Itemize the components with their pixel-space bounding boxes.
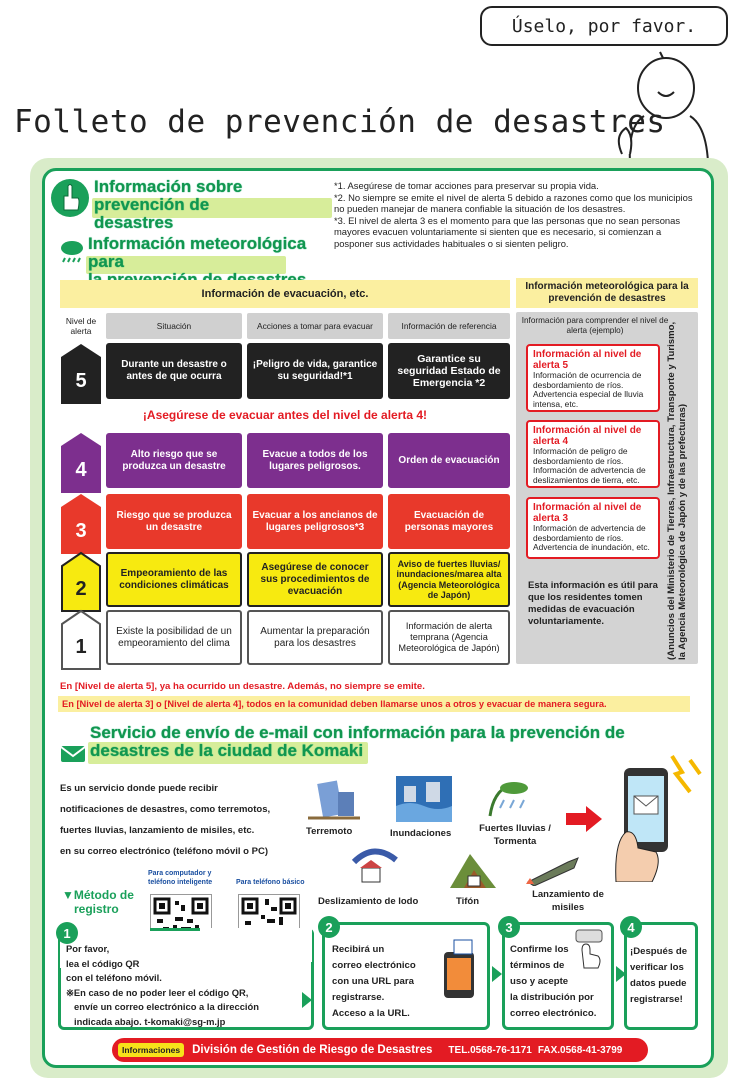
step2-line5: Acceso a la URL.	[332, 1008, 410, 1019]
typhoon-icon	[446, 848, 500, 890]
step2-phone-icon	[440, 938, 480, 1000]
level2-badge	[60, 551, 102, 613]
step1-line1: Por favor,	[66, 943, 110, 954]
level3-situation: Riesgo que se produzca un desastre	[106, 494, 242, 549]
step1-line2: lea el código QR	[66, 957, 140, 969]
section1-title	[94, 178, 334, 232]
step1-arrow	[300, 992, 314, 1008]
service-desc-line2: notificaciones de desastres, como terremotos,	[60, 804, 271, 815]
level4-badge	[60, 432, 102, 494]
step4-number: 4	[620, 916, 642, 938]
step3-line5: correo electrónico.	[510, 1008, 597, 1019]
step1-line5: envíe un correo electrónico a la dirección	[74, 1001, 259, 1012]
step2-line1: Recibirá un	[332, 944, 385, 955]
step1-text	[66, 942, 312, 1029]
step1-line6: indicada abajo. t-komaki@sg-m.jp	[74, 1015, 226, 1027]
meteo-box-level5-body: Información de ocurrencia de desbordamiento de ríos. Advertencia especial de lluvia intensa, etc.	[533, 370, 644, 409]
level5-reference: Garantice su seguridad Estado de Emergencia *2	[388, 343, 510, 399]
label-quake: Terremoto	[306, 826, 353, 837]
label-landslide: Deslizamiento de lodo	[318, 896, 419, 907]
meteo-subtitle: Información para comprender el nivel de alerta (ejemplo)	[521, 316, 669, 335]
service-desc-line4: en su correo electrónico (teléfono móvil o PC)	[60, 846, 268, 857]
step3-line1: Confirme los	[510, 944, 569, 955]
footer-tel[interactable]: TEL.0568-76-1171	[448, 1044, 532, 1056]
label-flood: Inundaciones	[390, 828, 452, 839]
col-level: Nivel de alerta	[60, 313, 102, 339]
meteo-box-level3-body: Información de advertencia de desbordamiento de ríos. Advertencia de inundación, etc.	[533, 523, 650, 553]
step1-line4: ※En caso de no poder leer el código QR,	[66, 986, 249, 998]
step2-number: 2	[318, 916, 340, 938]
phone-alert-icon	[612, 752, 704, 882]
mail-icon	[60, 744, 86, 764]
hand-tap-icon	[572, 928, 606, 970]
arrow-right-icon	[566, 806, 602, 832]
level4-number: 4	[75, 459, 87, 481]
step4-line3: datos puede	[630, 978, 687, 989]
meteo-vertical-text: (Anuncios del Ministerio de Tierras, Infraestructura, Transporte y Turismo, la Agencia Meteorológica de Japón y de las prefecturas)	[666, 321, 688, 660]
level34-note: En [Nivel de alerta 3] o [Nivel de alerta 4], todos en la comunidad deben llamarse unos a otros y evacuar de manera segura.	[58, 696, 690, 712]
level4-reference: Orden de evacuación	[388, 433, 510, 488]
level1-action: Aumentar la preparación para los desastres	[247, 610, 383, 665]
meteo-box-level4	[526, 420, 660, 488]
step2-line4: registrarse.	[332, 992, 385, 1003]
footer-bar	[112, 1038, 648, 1062]
section1-title-line1: Información sobre prevención de	[94, 177, 243, 214]
section3-title-line1: Servicio de envío de e-mail con información para la prevención de	[90, 723, 625, 742]
evacuate-before-banner: ¡Asegúrese de evacuar antes del nivel de alerta 4!	[142, 408, 428, 422]
method-title-line2: registro	[74, 902, 119, 916]
level5-note: En [Nivel de alerta 5], ya ha ocurrido un desastre. Además, no siempre se emite.	[60, 681, 425, 692]
meteo-box-level3-title: Información al nivel de alerta 3	[533, 502, 642, 524]
meteo-box-level3	[526, 497, 660, 559]
evacuation-header: Información de evacuación, etc.	[60, 280, 510, 308]
step2-line3: con una URL para	[332, 976, 414, 987]
step1-number: 1	[56, 922, 78, 944]
service-desc-line1: Es un servicio donde puede recibir	[60, 783, 218, 794]
hand-icon	[50, 176, 90, 220]
landslide-icon	[348, 842, 402, 888]
level5-situation: Durante un desastre o antes de que ocurra	[106, 343, 242, 399]
flood-icon	[396, 776, 452, 822]
step4-text	[630, 944, 696, 1008]
level1-situation: Existe la posibilidad de un empeoramiento del clima	[106, 610, 242, 665]
step3-number: 3	[498, 916, 520, 938]
step2-line2: correo electrónico	[332, 960, 416, 971]
level1-badge	[60, 609, 102, 671]
meteo-box-level5	[526, 344, 660, 412]
meteo-vertical-wrap	[666, 320, 696, 660]
level5-action: ¡Peligro de vida, garantice su seguridad!*1	[247, 343, 383, 399]
level1-number: 1	[75, 636, 87, 658]
note-2: *2. No siempre se emite el nivel de alerta 5 debido a razones como que los municipios no pueden manejar de manera confiable la situación de los desastres.	[334, 191, 693, 215]
method-title	[62, 888, 152, 916]
step2-text	[332, 942, 442, 1022]
level2-number: 2	[75, 578, 87, 600]
level4-situation: Alto riesgo que se produzca un desastre	[106, 433, 242, 488]
level2-reference: Aviso de fuertes lluvias/ inundaciones/marea alta (Agencia Meteorológica de Japón)	[388, 552, 510, 607]
label-storm: Fuertes lluvias / Tormenta	[479, 823, 551, 847]
level2-action: Asegúrese de conocer sus procedimientos de evacuación	[247, 552, 383, 607]
section3-title-line2: desastres de la ciudad de Komaki	[90, 741, 364, 760]
meteo-box-level4-title: Información al nivel de alerta 4	[533, 425, 642, 447]
qr-pc-label: Para computador y teléfono inteligente	[148, 870, 213, 886]
bubble-text: Úselo, por favor.	[511, 15, 697, 37]
step1-line3: con el teléfono móvil.	[66, 972, 162, 983]
note-1: *1. Asegúrese de tomar acciones para preservar su propia vida.	[334, 180, 599, 191]
step3-line2: términos de	[510, 960, 565, 971]
step4-line2: verificar los	[630, 962, 684, 973]
step3-line3: uso y acepte	[510, 976, 569, 987]
earthquake-icon	[306, 774, 362, 822]
service-desc-line3: fuertes lluvias, lanzamiento de misiles, etc.	[60, 825, 255, 836]
step4-line4: registrarse!	[630, 994, 683, 1005]
service-description	[60, 778, 300, 862]
level3-number: 3	[75, 520, 87, 542]
section2-title-line1: Información meteorológica para	[88, 234, 307, 271]
meteo-box-level4-body: Información de peligro de desbordamiento de ríos. Información de advertencia de deslizamientos de tierra, etc.	[533, 446, 646, 485]
footer-tag: Informaciones	[118, 1043, 184, 1057]
note-3: *3. El nivel de alerta 3 es el momento para que las personas que no sean personas mayores evacuen voluntariamente si sienten que es necesario, si comienzan a posponer sus actividades habituales o si sienten peligro.	[334, 214, 681, 249]
section3-title	[90, 724, 650, 760]
method-title-line1: ▼Método de	[62, 888, 134, 902]
level5-number: 5	[75, 370, 87, 392]
level1-reference: Información de alerta temprana (Agencia Meteorológica de Japón)	[388, 610, 510, 665]
level3-badge	[60, 493, 102, 555]
level3-reference: Evacuación de personas mayores	[388, 494, 510, 549]
col-reference: Información de referencia	[388, 313, 510, 339]
step3-line4: la distribución por	[510, 992, 594, 1003]
section1-title-line2: desastres	[94, 213, 174, 232]
level5-badge	[60, 343, 102, 405]
level3-action: Evacuar a los ancianos de lugares peligrosos*3	[247, 494, 383, 549]
missile-icon	[524, 854, 588, 886]
meteo-header: Información meteorológica para la prevención de desastres	[516, 278, 698, 308]
col-actions: Acciones a tomar para evacuar	[247, 313, 383, 339]
footer-fax: FAX.0568-41-3799	[537, 1044, 623, 1056]
label-typhoon: Tifón	[456, 896, 480, 907]
meteo-box-level5-title: Información al nivel de alerta 5	[533, 349, 642, 371]
page-title: Folleto de prevención de desastres	[14, 104, 666, 140]
qr-basic-label: Para teléfono básico	[236, 879, 305, 886]
step4-line1: ¡Después de	[630, 946, 688, 957]
col-situation: Situación	[106, 313, 242, 339]
level2-situation: Empeoramiento de las condiciones climáticas	[106, 552, 242, 607]
level4-action: Evacue a todos de los lugares peligrosos.	[247, 433, 383, 488]
label-missile: Lanzamiento de misiles	[532, 889, 604, 913]
rain-cloud-icon	[60, 238, 84, 264]
meteo-footer: Esta información es útil para que los residentes tomen medidas de evacuación voluntariamente.	[528, 580, 658, 627]
footnotes	[334, 180, 698, 250]
storm-icon	[484, 778, 540, 818]
footer-division: División de Gestión de Riesgo de Desastres	[192, 1044, 433, 1056]
speech-bubble	[480, 6, 728, 46]
